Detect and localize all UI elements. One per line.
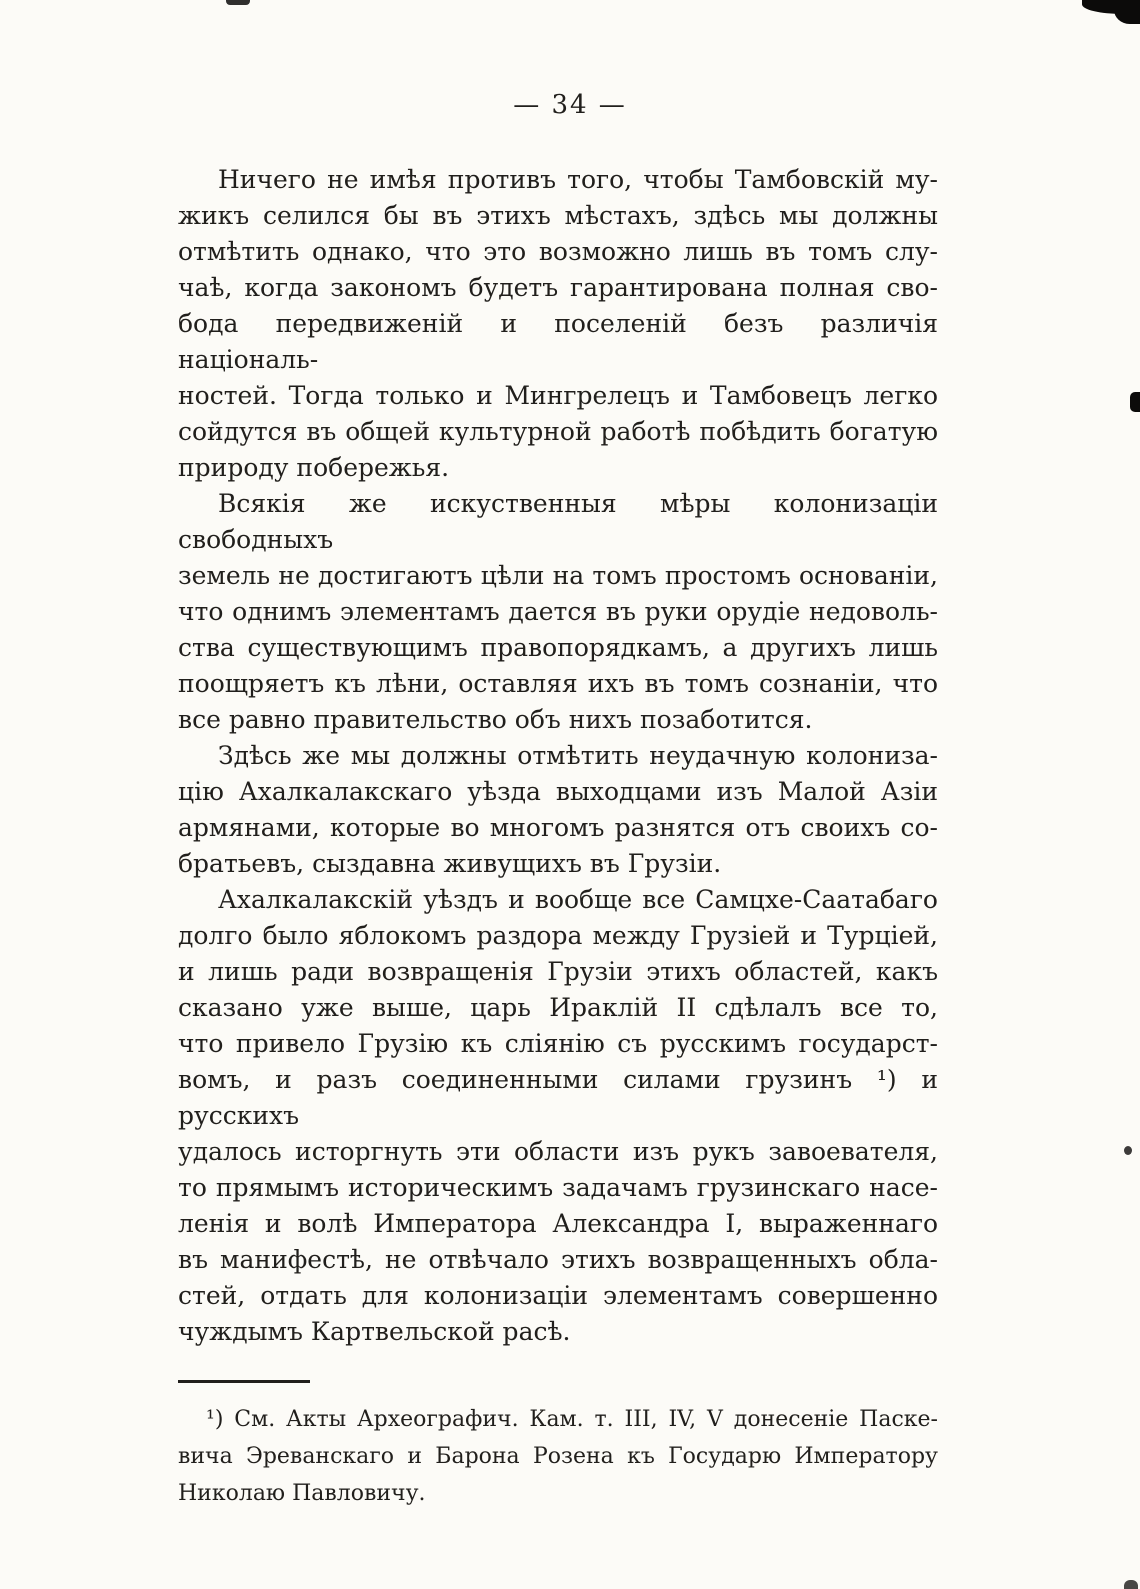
text-line: вомъ, и разъ соединенными силами грузинъ ¹) и русскихъ — [178, 1065, 938, 1130]
paragraph — [178, 738, 938, 882]
text-line: земель не достигаютъ цѣли на томъ простомъ основаніи, — [178, 561, 938, 590]
scan-artifact — [1124, 1580, 1138, 1589]
paragraph — [178, 162, 938, 486]
scan-artifact — [226, 0, 250, 5]
scan-artifact — [1130, 392, 1140, 412]
text-line: все равно правительство объ нихъ позаботится. — [178, 705, 813, 734]
text-line: бода передвиженій и поселеній безъ различія національ- — [178, 309, 938, 374]
text-line: ленія и волѣ Императора Александра I, выраженнаго — [178, 1209, 938, 1238]
paragraph — [178, 486, 938, 738]
text-line: долго было яблокомъ раздора между Грузіей и Турціей, — [178, 921, 938, 950]
text-line: ностей. Тогда только и Мингрелецъ и Тамбовецъ легко — [178, 381, 938, 410]
text-line: отмѣтить однако, что это возможно лишь въ томъ слу- — [178, 237, 938, 266]
text-line: сойдутся въ общей культурной работѣ побѣдить богатую — [178, 417, 938, 446]
footnote-rule — [178, 1380, 310, 1383]
footnote-line: Николаю Павловичу. — [178, 1481, 426, 1506]
text-line: что привело Грузію къ сліянію съ русскимъ государст- — [178, 1029, 938, 1058]
text-line: чуждымъ Картвельской расѣ. — [178, 1317, 571, 1346]
paragraph — [178, 882, 938, 1350]
text-line: природу побережья. — [178, 453, 450, 482]
page-number: — 34 — — [513, 90, 627, 120]
text-line: сказано уже выше, царь Ираклій II сдѣлалъ все то, — [178, 993, 938, 1022]
text-line: цію Ахалкалакскаго уѣзда выходцами изъ Малой Азіи — [178, 777, 938, 806]
text-line: братьевъ, сыздавна живущихъ въ Грузіи. — [178, 849, 722, 878]
text-line: поощряетъ къ лѣни, оставляя ихъ въ томъ сознаніи, что — [178, 669, 938, 698]
text-line: Ничего не имѣя противъ того, чтобы Тамбовскій му- — [218, 165, 938, 194]
scan-artifact — [1114, 0, 1140, 24]
text-line: жикъ селился бы въ этихъ мѣстахъ, здѣсь мы должны — [178, 201, 938, 230]
text-line: стей, отдать для колонизаціи элементамъ совершенно — [178, 1281, 938, 1310]
text-line: армянами, которые во многомъ разнятся отъ своихъ со- — [178, 813, 938, 842]
text-line: чаѣ, когда закономъ будетъ гарантирована полная сво- — [178, 273, 938, 302]
text-line: удалось исторгнуть эти области изъ рукъ завоевателя, — [178, 1137, 938, 1166]
footnote — [178, 1401, 938, 1512]
text-line: Ахалкалакскій уѣздъ и вообще все Самцхе-Саатабаго — [218, 885, 938, 914]
text-line: Здѣсь же мы должны отмѣтить неудачную колониза- — [218, 741, 938, 770]
footnote-line: ¹) См. Акты Археографич. Кам. т. III, IV, V донесеніе Паске- — [206, 1407, 938, 1432]
text-line: Всякія же искуственныя мѣры колонизаціи свободныхъ — [178, 489, 938, 554]
text-line: и лишь ради возвращенія Грузіи этихъ областей, какъ — [178, 957, 938, 986]
text-line: въ манифестѣ, не отвѣчало этихъ возвращенныхъ обла- — [178, 1245, 938, 1274]
text-line: что однимъ элементамъ дается въ руки орудіе недоволь- — [178, 597, 938, 626]
text-line: ства существующимъ правопорядкамъ, а другихъ лишь — [178, 633, 938, 662]
body-text — [178, 162, 938, 1350]
scan-artifact — [1124, 1146, 1132, 1155]
footnote-line: вича Эреванскаго и Барона Розена къ Государю Императору — [178, 1444, 938, 1469]
text-line: то прямымъ историческимъ задачамъ грузинскаго насе- — [178, 1173, 938, 1202]
